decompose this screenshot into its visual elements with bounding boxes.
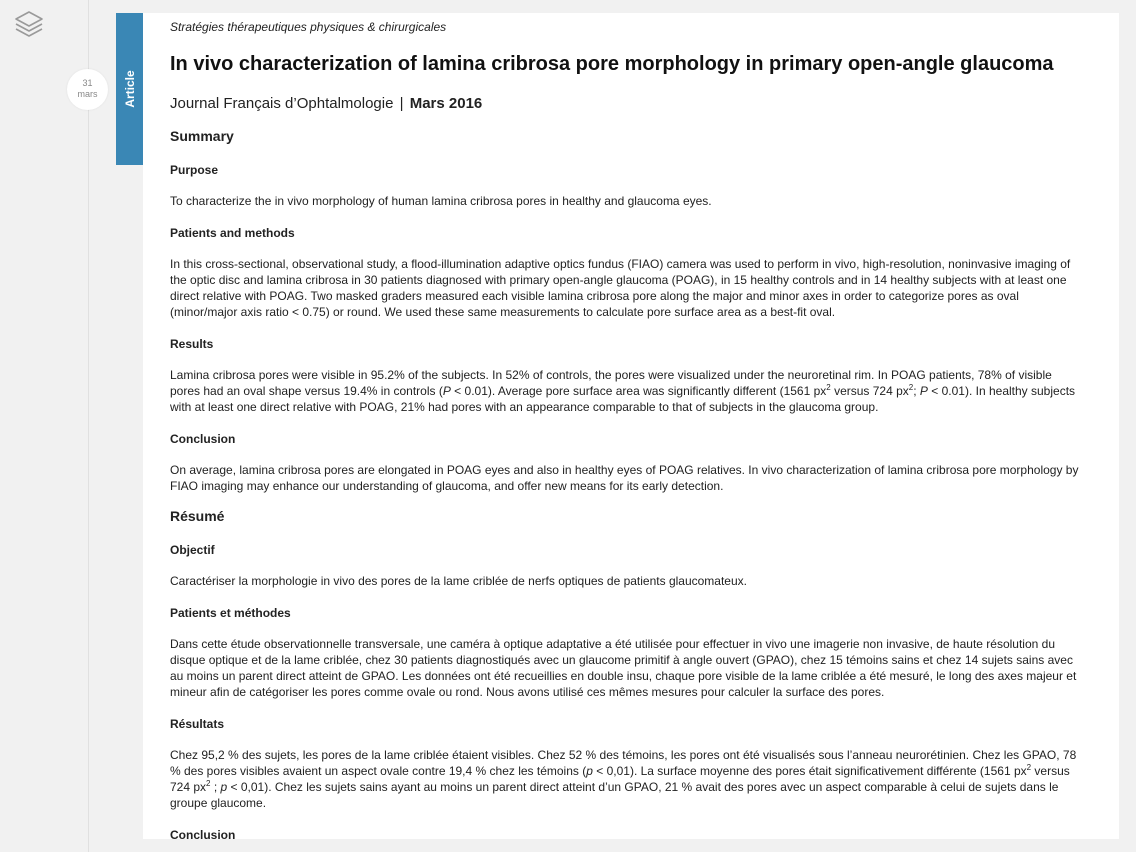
conclusion-text: On average, lamina cribrosa pores are elongated in POAG eyes and also in healthy eyes of POAG relatives. In vivo characterization of lamina cribrosa pore morphology by FIAO imaging may enhance our understanding of glaucoma, and offer new means for its early detection. xyxy=(170,463,1079,493)
date-day: 31 xyxy=(82,78,93,88)
purpose-text: To characterize the in vivo morphology of human lamina cribrosa pores in healthy and glaucoma eyes. xyxy=(170,194,712,208)
date-month: mars xyxy=(77,89,98,99)
resultats-heading: Résultats xyxy=(170,717,225,731)
objectif-heading: Objectif xyxy=(170,543,215,557)
resultats-text: Chez 95,2 % des sujets, les pores de la lame criblée étaient visibles. Chez 52 % des témoins, les pores ont été visualisés sous l’anneau neurorétinien. Chez les GPAO, 78 % des pores visibles avaient un aspect ovale contre 19,4 % chez les témoins (p < 0,01). La surface moyenne des pores était significativement différente (1561 $px^2$ versus 724 $px^2$ ; p < 0,01). Chez les sujets sains ayant au moins un parent direct atteint d’un GPAO, 21 % avait des pores avec un aspect comparable à celui de sujets dans le groupe glaucome. xyxy=(170,748,1077,810)
results-heading: Results xyxy=(170,337,214,351)
methods-text: In this cross-sectional, observational study, a flood-illumination adaptive optics fundus (FIAO) camera was used to perform in vivo, high-resolution, noninvasive imaging of the optic disc and lamina cribrosa in 30 patients diagnosed with primary open-angle glaucoma (POAG), in 15 healthy controls and in 14 healthy subjects with at least one direct relative with POAG. Two masked graders measured each visible lamina cribrosa pore along the major and minor axes in order to categorize pores as oval (minor/major axis ratio < 0.75) or round. We used these same measurements to calculate pore surface area as a best-fit oval. xyxy=(170,257,1071,319)
methods-heading: Patients and methods xyxy=(170,226,295,240)
resume-heading: Résumé xyxy=(170,508,225,524)
objectif-text: Caractériser la morphologie in vivo des pores de la lame criblée de nerfs optiques de patients glaucomateux. xyxy=(170,574,747,588)
summary-heading: Summary xyxy=(170,128,234,144)
methodes-heading: Patients et méthodes xyxy=(170,606,291,620)
date-badge xyxy=(67,69,108,110)
resume-conclusion-heading: Conclusion xyxy=(170,828,236,839)
methodes-text: Dans cette étude observationnelle transversale, une caméra à optique adaptative a été utilisée pour effectuer in vivo une imagerie non invasive, de haute résolution du disque optique et de la lame criblée, chez 30 patients diagnostiqués avec un glaucome primitif à angle ouvert (GPAO), chez 15 témoins sains et chez 14 sujets sains avec au moins un parent direct atteint de GPAO. Les données ont été recueillies en double insu, chaque pore visible de la lame criblée a été mesuré, le long des axes majeur et mineur afin de catégoriser les pores comme ovale ou rond. Nous avons utilisé ces mêmes mesures pour calculer la surface des pores. xyxy=(170,637,1077,699)
journal-issue: Mars 2016 xyxy=(409,95,483,112)
journal-line xyxy=(170,94,1084,114)
layers-icon[interactable] xyxy=(14,10,44,38)
results-text: Lamina cribrosa pores were visible in 95.2% of the subjects. In 52% of controls, the pores were visualized under the neuroretinal rim. In POAG patients, 78% of visible pores had an oval shape versus 19.4% in controls (P < 0.01). Average pore surface area was significantly different (1561 $px^2$ versus 724 $px^2$; P < 0.01). In healthy subjects with at least one direct relative with POAG, 21% had pores with an appearance comparable to that of subjects in the glaucoma group. xyxy=(170,368,1076,414)
journal-name: Journal Français d’Ophtalmologie xyxy=(170,95,394,112)
article-tab-label: Article xyxy=(122,70,137,108)
article-tab[interactable] xyxy=(116,13,143,165)
article-title: In vivo characterization of lamina cribrosa pore morphology in primary open-angle glaucoma xyxy=(170,53,1054,75)
article-page xyxy=(143,13,1119,839)
conclusion-heading: Conclusion xyxy=(170,432,236,446)
article-content xyxy=(170,13,1084,839)
purpose-heading: Purpose xyxy=(170,163,219,177)
journal-separator: | xyxy=(399,95,404,112)
section-kicker: Stratégies thérapeutiques physiques & chirurgicales xyxy=(170,20,447,34)
left-rail xyxy=(0,0,98,852)
